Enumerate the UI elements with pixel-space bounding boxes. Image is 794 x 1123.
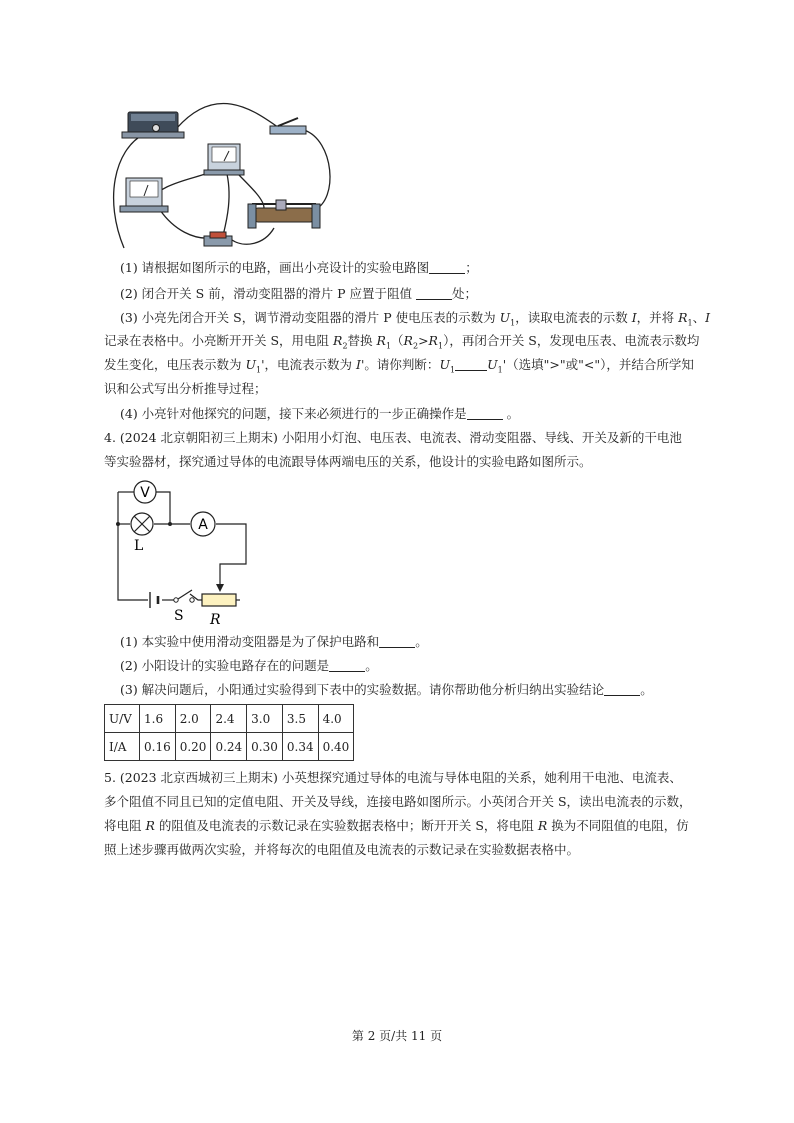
page-footer: 第 2 页/共 11 页 — [351, 1029, 443, 1043]
q3-sub3-line1: (3) 小亮先闭合开关 S，调节滑动变阻器的滑片 P 使电压表的示数为 $U_1$，读取电流表的示数 I，并将 $R_1$、I — [120, 310, 711, 328]
answer-blank[interactable] — [429, 261, 465, 274]
switch-icon — [270, 118, 306, 134]
svg-text:A: A — [198, 517, 208, 533]
svg-text:R: R — [210, 612, 221, 626]
q4-stem-line2: 等实验器材，探究通过导体的电流跟导体两端电压的关系，他设计的实验电路如图所示。 — [104, 454, 592, 469]
answer-blank[interactable] — [379, 635, 415, 648]
table-cell: 4.0 — [318, 705, 354, 733]
q4-sub3: (3) 解决问题后，小阳通过实验得到下表中的实验数据。请你帮助他分析归纳出实验结论 。 — [120, 682, 653, 697]
q5-stem-line2: 多个阻值不同且已知的定值电阻、开关及导线，连接电路如图所示。小英闭合开关 S，读出电流表的示数， — [104, 794, 692, 809]
answer-blank[interactable] — [604, 683, 640, 696]
voltmeter-icon — [120, 178, 168, 212]
answer-blank[interactable] — [416, 287, 452, 300]
q5-stem-line3: 将电阻 R 的阻值及电流表的示数记录在实验数据表格中；断开开关 S，将电阻 R 换为不同阻值的电阻，仿 — [104, 818, 689, 833]
q4-stem-line1: 4. (2024 北京朝阳初三上期末) 小阳用小灯泡、电压表、电流表、滑动变阻器、导线、开关及新的干电池 — [104, 430, 682, 445]
table-header-cell: I/A — [105, 733, 140, 761]
table-cell: 2.4 — [211, 705, 247, 733]
table-cell: 0.40 — [318, 733, 354, 761]
table-cell: 2.0 — [175, 705, 211, 733]
table-cell: 0.20 — [175, 733, 211, 761]
answer-blank[interactable] — [455, 358, 487, 371]
svg-text:L: L — [134, 538, 144, 554]
q3-sub4: (4) 小亮针对他探究的问题，接下来必须进行的一步正确操作是 。 — [120, 406, 520, 421]
q4-sub1: (1) 本实验中使用滑动变阻器是为了保护电路和 。 — [120, 634, 428, 649]
q3-sub3-line3: 发生变化，电压表示数为 $U_1'$，电流表示数为 I'。请你判断：$U_1$ $U_1'$（选填">"或"<"），并结合所学知 — [104, 357, 694, 375]
q3-sub2: (2) 闭合开关 S 前，滑动变阻器的滑片 P 应置于阻值 处； — [120, 286, 478, 301]
circuit-schematic-figure — [104, 476, 264, 626]
table-cell: 0.16 — [140, 733, 176, 761]
q5-stem-line4: 照上述步骤再做两次实验，并将每次的电阻值及电流表的示数记录在实验数据表格中。 — [104, 842, 580, 857]
table-cell: 0.24 — [211, 733, 247, 761]
circuit-photo-figure — [104, 100, 336, 252]
answer-blank[interactable] — [467, 407, 503, 420]
table-row — [105, 733, 354, 761]
resistor-icon — [204, 232, 232, 246]
lamp-symbol — [131, 513, 153, 554]
table-cell: 0.30 — [247, 733, 283, 761]
answer-blank[interactable] — [329, 659, 365, 672]
ammeter-icon — [204, 144, 244, 175]
q3-sub3-line2: 记录在表格中。小亮断开开关 S，用电阻 $R_2$替换 $R_1(R_2>R_1)$，再闭合开关 S，发现电压表、电流表示数均 — [104, 333, 700, 351]
q5-stem-line1: 5. (2023 北京西城初三上期末) 小英想探究通过导体的电流与导体电阻的关系，她利用干电池、电流表、 — [104, 770, 682, 785]
voltmeter-symbol — [134, 481, 156, 503]
table-cell: 0.34 — [282, 733, 318, 761]
battery-symbol — [150, 592, 158, 608]
switch-contact — [190, 598, 194, 602]
table-cell: 1.6 — [140, 705, 176, 733]
svg-text:V: V — [140, 485, 150, 501]
q3-sub1: (1) 请根据如图所示的电路，画出小亮设计的实验电路图 ； — [120, 260, 478, 275]
sliding-rheostat-icon — [248, 200, 320, 228]
table-cell: 3.5 — [282, 705, 318, 733]
rheostat-symbol — [202, 594, 236, 626]
data-table — [104, 704, 354, 761]
q3-sub3-line4: 识和公式写出分析推导过程； — [104, 381, 267, 396]
table-cell: 3.0 — [247, 705, 283, 733]
table-row — [105, 705, 354, 733]
q4-sub2: (2) 小阳设计的实验电路存在的问题是 。 — [120, 658, 378, 673]
power-supply-icon — [122, 112, 184, 138]
table-header-cell: U/V — [105, 705, 140, 733]
ammeter-symbol — [191, 512, 215, 536]
svg-text:S: S — [174, 608, 184, 624]
